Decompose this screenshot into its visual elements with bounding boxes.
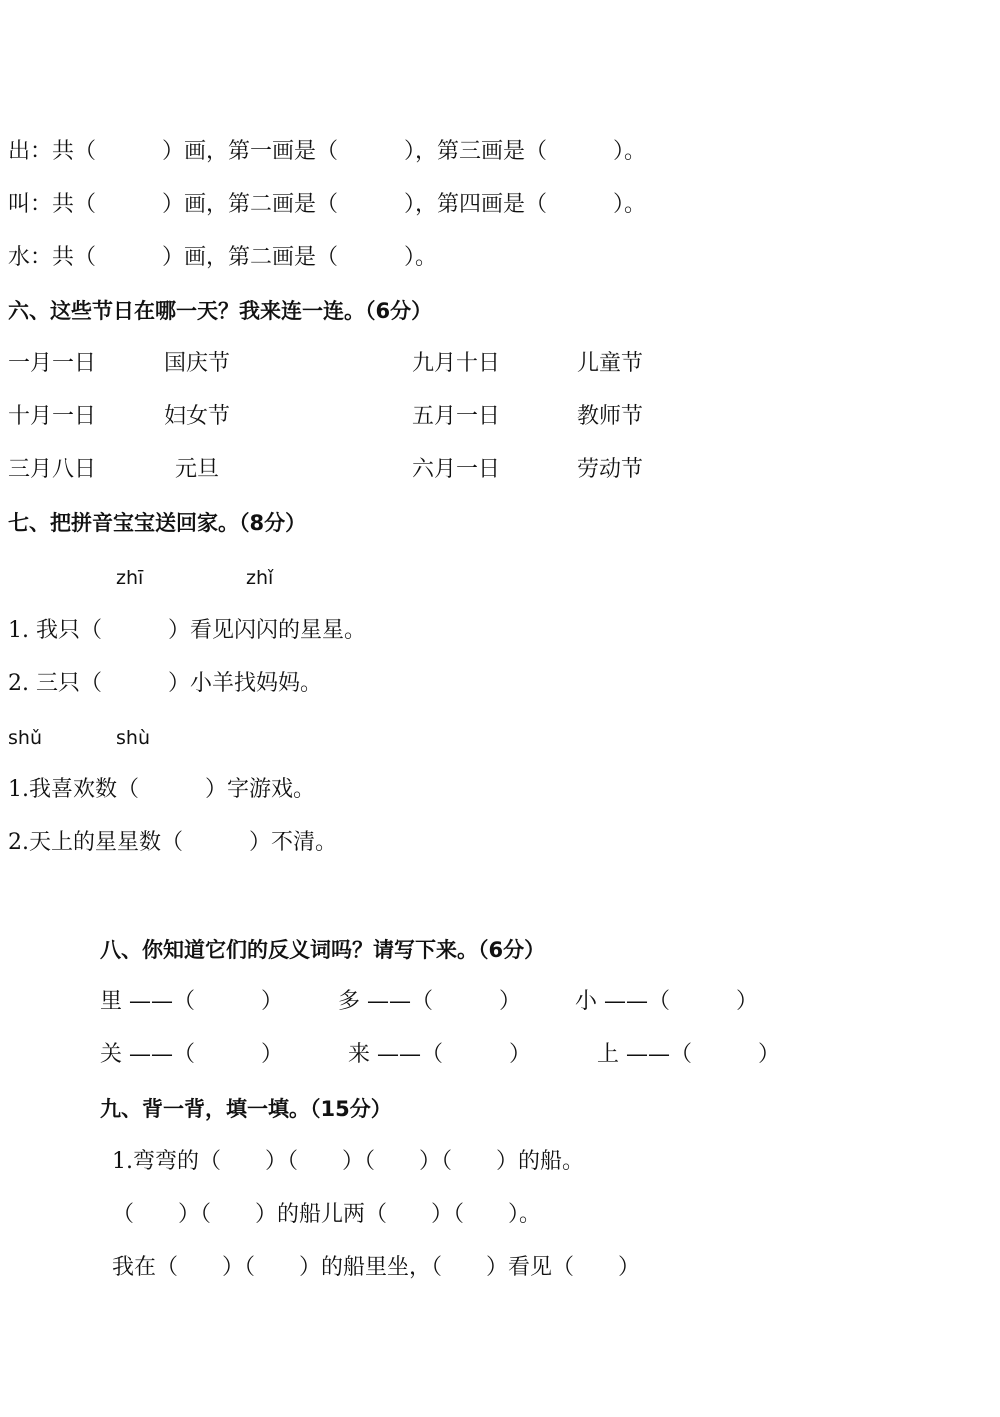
- fill-sentence: 2.天上的星星数（ ）不清。: [8, 830, 337, 855]
- pinyin-label: shù: [116, 727, 150, 749]
- date-right: 六月一日: [412, 457, 501, 482]
- section-6-title: 六、这些节日在哪一天？我来连一连。（6分）: [8, 299, 433, 323]
- stroke-question-jiao: 叫：共（ ）画，第二画是（ ），第四画是（ ）。: [8, 192, 647, 217]
- holiday-right: 教师节: [577, 404, 644, 429]
- pinyin-label: zhī: [116, 567, 144, 589]
- antonym-item: 小 ——（ ）: [575, 989, 758, 1014]
- section-9-title: 九、背一背，填一填。（15分）: [100, 1097, 392, 1121]
- antonym-item: 里 ——（ ）: [100, 989, 283, 1014]
- antonym-item: 关 ——（ ）: [100, 1042, 283, 1067]
- date-left: 十月一日: [8, 404, 97, 429]
- date-left: 一月一日: [8, 351, 97, 376]
- section-7-title: 七、把拼音宝宝送回家。（8分）: [8, 511, 307, 535]
- poem-line: 我在（ ）（ ）的船里坐，（ ）看见（ ）: [112, 1255, 641, 1280]
- fill-sentence: 1. 我只（ ）看见闪闪的星星。: [8, 618, 366, 643]
- date-left: 三月八日: [8, 457, 97, 482]
- fill-sentence: 1.我喜欢数（ ）字游戏。: [8, 777, 315, 802]
- date-right: 五月一日: [412, 404, 501, 429]
- stroke-question-shui: 水：共（ ）画，第二画是（ ）。: [8, 245, 438, 270]
- antonym-item: 上 ——（ ）: [597, 1042, 780, 1067]
- date-right: 九月十日: [412, 351, 501, 376]
- pinyin-label: zhǐ: [246, 567, 274, 589]
- pinyin-label: shǔ: [8, 727, 42, 749]
- holiday-left: 元旦: [175, 457, 220, 482]
- antonym-item: 多 ——（ ）: [338, 989, 521, 1014]
- poem-line: （ ）（ ）的船儿两（ ）（ ）。: [112, 1202, 542, 1227]
- fill-sentence: 2. 三只（ ）小羊找妈妈。: [8, 671, 322, 696]
- holiday-right: 儿童节: [577, 351, 644, 376]
- holiday-right: 劳动节: [577, 457, 644, 482]
- holiday-left: 国庆节: [164, 351, 231, 376]
- section-8-title: 八、你知道它们的反义词吗？请写下来。（6分）: [100, 938, 546, 962]
- antonym-item: 来 ——（ ）: [348, 1042, 531, 1067]
- holiday-left: 妇女节: [164, 404, 231, 429]
- poem-line: 1.弯弯的（ ）（ ）（ ）（ ）的船。: [112, 1149, 584, 1174]
- stroke-question-chu: 出：共（ ）画，第一画是（ ），第三画是（ ）。: [8, 139, 647, 164]
